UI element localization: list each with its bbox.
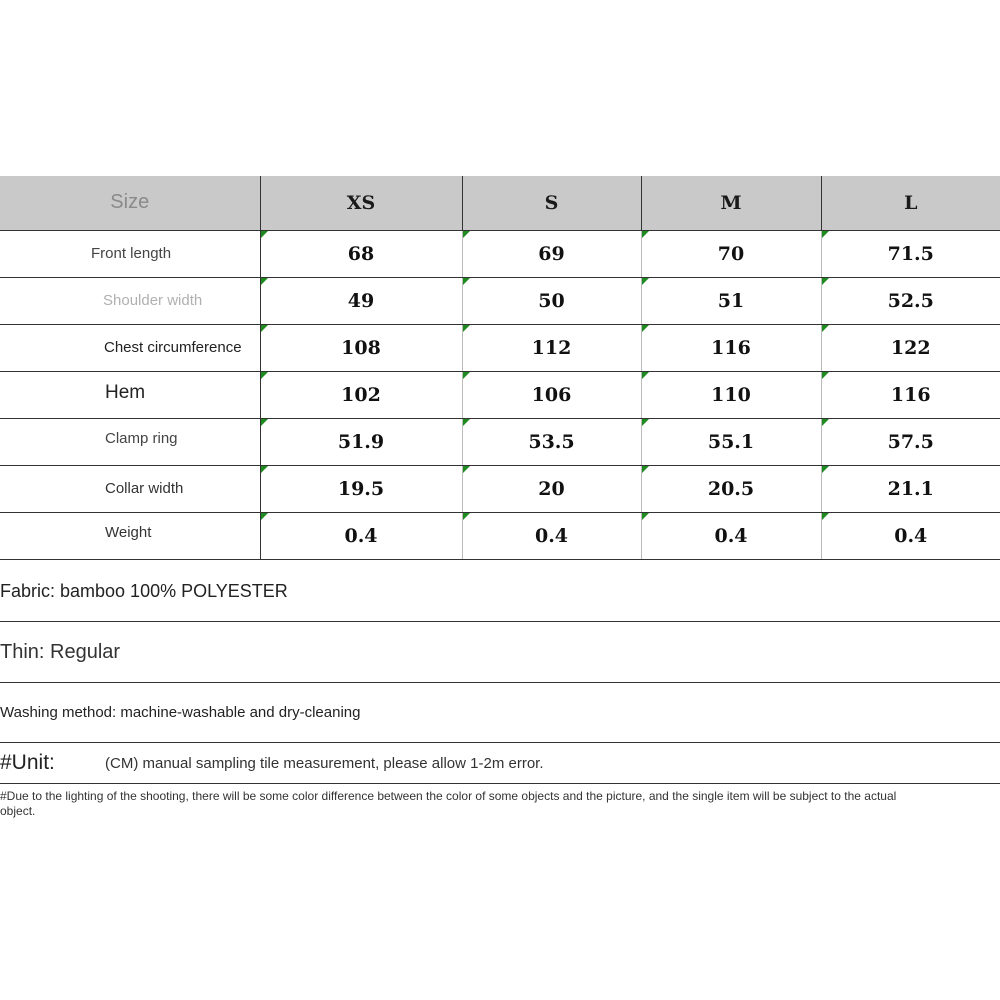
row-label-hem: Hem	[0, 371, 260, 418]
size-header-l: L	[821, 176, 1000, 230]
corner-marker	[261, 372, 268, 379]
size-column-header: Size	[0, 176, 260, 230]
corner-marker	[463, 466, 470, 473]
size-chart-table	[0, 176, 1000, 560]
corner-marker	[261, 231, 268, 238]
value-cell: 0.4	[641, 512, 821, 559]
fabric-info-row	[0, 562, 1000, 622]
table-row	[0, 230, 1000, 277]
corner-marker	[463, 372, 470, 379]
value-cell: 21.1	[821, 465, 1000, 512]
table-row	[0, 277, 1000, 324]
corner-marker	[261, 419, 268, 426]
corner-marker	[642, 466, 649, 473]
value-cell: 116	[821, 371, 1000, 418]
row-label-collar-width: Collar width	[0, 465, 260, 512]
value-cell: 50	[462, 277, 641, 324]
table-row	[0, 512, 1000, 559]
row-label-chest-circumference: Chest circumference	[0, 324, 260, 371]
footnote-text: #Due to the lighting of the shooting, there will be some color difference between the color of some objects and the picture, and the single item will be subject to the actual object.	[0, 789, 897, 818]
corner-marker	[822, 466, 829, 473]
value-cell: 55.1	[641, 418, 821, 465]
table-row	[0, 324, 1000, 371]
corner-marker	[822, 372, 829, 379]
row-label-front-length: Front length	[0, 230, 260, 277]
corner-marker	[261, 513, 268, 520]
washing-text: Washing method: machine-washable and dry-cleaning	[0, 704, 361, 721]
row-label-weight: Weight	[0, 512, 260, 559]
washing-info-row	[0, 683, 1000, 743]
corner-marker	[463, 513, 470, 520]
value-cell: 106	[462, 371, 641, 418]
corner-marker	[822, 278, 829, 285]
table-row	[0, 371, 1000, 418]
corner-marker	[261, 466, 268, 473]
size-header-xs: XS	[260, 176, 462, 230]
corner-marker	[642, 278, 649, 285]
corner-marker	[822, 231, 829, 238]
table-row	[0, 465, 1000, 512]
value-cell: 69	[462, 230, 641, 277]
corner-marker	[642, 419, 649, 426]
size-header-row	[0, 176, 1000, 230]
size-header-m: M	[641, 176, 821, 230]
value-cell: 108	[260, 324, 462, 371]
value-cell: 68	[260, 230, 462, 277]
corner-marker	[463, 231, 470, 238]
unit-info-row	[0, 743, 1000, 784]
fabric-text: Fabric: bamboo 100% POLYESTER	[0, 581, 288, 601]
row-label-shoulder-width: Shoulder width	[0, 277, 260, 324]
value-cell: 122	[821, 324, 1000, 371]
row-label-clamp-ring: Clamp ring	[0, 418, 260, 465]
corner-marker	[822, 325, 829, 332]
value-cell: 70	[641, 230, 821, 277]
value-cell: 0.4	[260, 512, 462, 559]
corner-marker	[822, 513, 829, 520]
value-cell: 0.4	[821, 512, 1000, 559]
corner-marker	[261, 325, 268, 332]
value-cell: 49	[260, 277, 462, 324]
value-cell: 52.5	[821, 277, 1000, 324]
corner-marker	[822, 419, 829, 426]
value-cell: 51	[641, 277, 821, 324]
table-row	[0, 418, 1000, 465]
thin-text: Thin: Regular	[0, 640, 121, 663]
value-cell: 51.9	[260, 418, 462, 465]
value-cell: 57.5	[821, 418, 1000, 465]
corner-marker	[463, 325, 470, 332]
corner-marker	[642, 513, 649, 520]
corner-marker	[642, 372, 649, 379]
value-cell: 20.5	[641, 465, 821, 512]
corner-marker	[261, 278, 268, 285]
value-cell: 53.5	[462, 418, 641, 465]
thin-info-row	[0, 622, 1000, 683]
value-cell: 110	[641, 371, 821, 418]
corner-marker	[463, 419, 470, 426]
value-cell: 116	[641, 324, 821, 371]
value-cell: 102	[260, 371, 462, 418]
unit-text: (CM) manual sampling tile measurement, please allow 1-2m error.	[105, 754, 544, 772]
value-cell: 112	[462, 324, 641, 371]
corner-marker	[642, 231, 649, 238]
corner-marker	[463, 278, 470, 285]
value-cell: 20	[462, 465, 641, 512]
value-cell: 0.4	[462, 512, 641, 559]
unit-label: #Unit:	[0, 751, 55, 774]
value-cell: 19.5	[260, 465, 462, 512]
size-header-s: S	[462, 176, 641, 230]
corner-marker	[642, 325, 649, 332]
value-cell: 71.5	[821, 230, 1000, 277]
